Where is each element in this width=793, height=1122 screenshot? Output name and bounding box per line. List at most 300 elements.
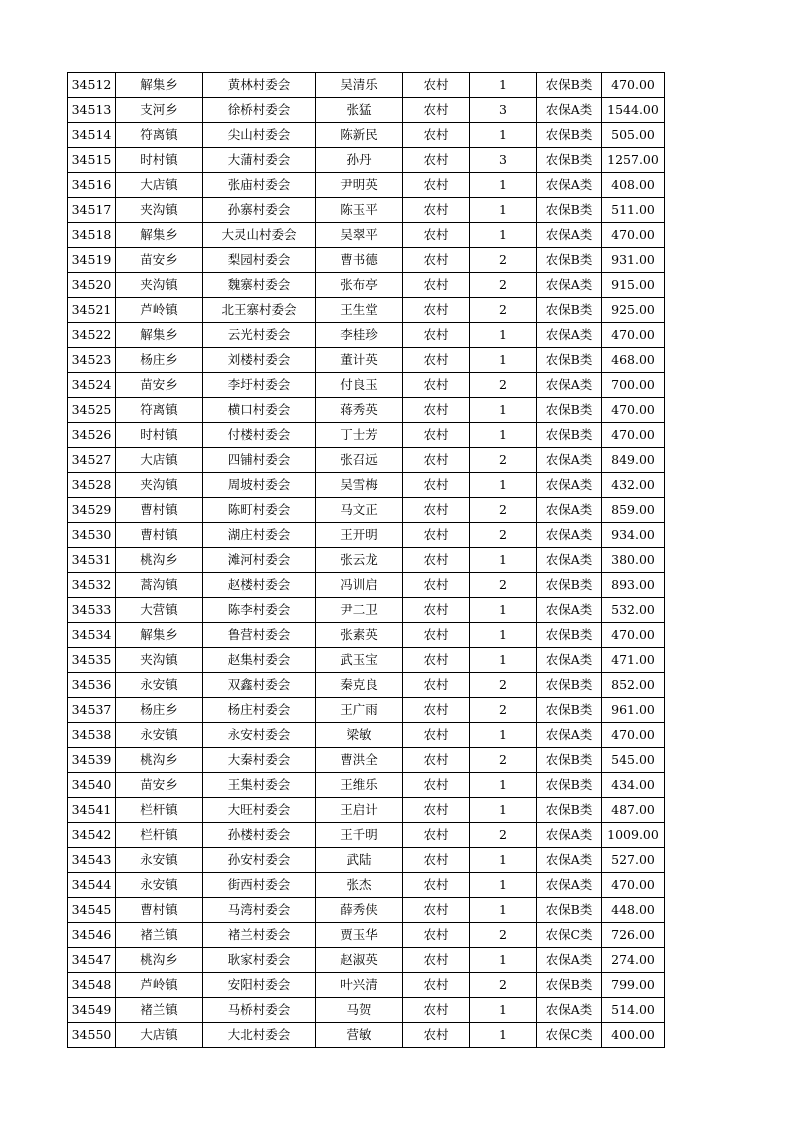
person-name-cell: 陈玉平 [316, 198, 403, 223]
village-committee-cell: 大旺村委会 [203, 798, 316, 823]
amount-cell: 471.00 [602, 648, 665, 673]
record-id-cell: 34535 [68, 648, 116, 673]
area-type-cell: 农村 [403, 648, 470, 673]
insurance-category-cell: 农保B类 [537, 248, 602, 273]
area-type-cell: 农村 [403, 548, 470, 573]
amount-cell: 1544.00 [602, 98, 665, 123]
record-id-cell: 34529 [68, 498, 116, 523]
township-cell: 桃沟乡 [116, 548, 203, 573]
household-count-cell: 1 [470, 773, 537, 798]
record-id-cell: 34527 [68, 448, 116, 473]
household-count-cell: 1 [470, 623, 537, 648]
insurance-category-cell: 农保B类 [537, 623, 602, 648]
household-count-cell: 1 [470, 873, 537, 898]
township-cell: 夹沟镇 [116, 648, 203, 673]
table-row [68, 748, 665, 773]
area-type-cell: 农村 [403, 248, 470, 273]
insurance-category-cell: 农保A类 [537, 448, 602, 473]
person-name-cell: 张云龙 [316, 548, 403, 573]
table-row [68, 148, 665, 173]
amount-cell: 726.00 [602, 923, 665, 948]
table-row [68, 573, 665, 598]
village-committee-cell: 李圩村委会 [203, 373, 316, 398]
person-name-cell: 张素英 [316, 623, 403, 648]
insurance-category-cell: 农保A类 [537, 273, 602, 298]
amount-cell: 380.00 [602, 548, 665, 573]
township-cell: 解集乡 [116, 223, 203, 248]
table-row [68, 673, 665, 698]
insurance-category-cell: 农保C类 [537, 923, 602, 948]
table-row [68, 373, 665, 398]
amount-cell: 468.00 [602, 348, 665, 373]
village-committee-cell: 横口村委会 [203, 398, 316, 423]
record-id-cell: 34525 [68, 398, 116, 423]
record-id-cell: 34548 [68, 973, 116, 998]
table-row [68, 273, 665, 298]
area-type-cell: 农村 [403, 948, 470, 973]
township-cell: 芦岭镇 [116, 973, 203, 998]
table-row [68, 298, 665, 323]
area-type-cell: 农村 [403, 473, 470, 498]
insurance-category-cell: 农保A类 [537, 823, 602, 848]
amount-cell: 432.00 [602, 473, 665, 498]
village-committee-cell: 北王寨村委会 [203, 298, 316, 323]
record-id-cell: 34537 [68, 698, 116, 723]
record-id-cell: 34524 [68, 373, 116, 398]
amount-cell: 532.00 [602, 598, 665, 623]
record-id-cell: 34514 [68, 123, 116, 148]
household-count-cell: 2 [470, 248, 537, 273]
area-type-cell: 农村 [403, 898, 470, 923]
table-body [68, 73, 665, 1048]
village-committee-cell: 付楼村委会 [203, 423, 316, 448]
person-name-cell: 丁士芳 [316, 423, 403, 448]
record-id-cell: 34542 [68, 823, 116, 848]
insurance-category-cell: 农保B类 [537, 798, 602, 823]
person-name-cell: 王启计 [316, 798, 403, 823]
person-name-cell: 李桂珍 [316, 323, 403, 348]
township-cell: 永安镇 [116, 723, 203, 748]
village-committee-cell: 刘楼村委会 [203, 348, 316, 373]
table-row [68, 248, 665, 273]
township-cell: 永安镇 [116, 673, 203, 698]
area-type-cell: 农村 [403, 698, 470, 723]
person-name-cell: 曹书德 [316, 248, 403, 273]
village-committee-cell: 马湾村委会 [203, 898, 316, 923]
record-id-cell: 34522 [68, 323, 116, 348]
village-committee-cell: 永安村委会 [203, 723, 316, 748]
insurance-category-cell: 农保A类 [537, 373, 602, 398]
record-id-cell: 34531 [68, 548, 116, 573]
record-id-cell: 34523 [68, 348, 116, 373]
table-row [68, 873, 665, 898]
township-cell: 大店镇 [116, 1023, 203, 1048]
person-name-cell: 王开明 [316, 523, 403, 548]
area-type-cell: 农村 [403, 798, 470, 823]
insurance-category-cell: 农保A类 [537, 173, 602, 198]
township-cell: 桃沟乡 [116, 748, 203, 773]
table-row [68, 923, 665, 948]
township-cell: 符离镇 [116, 398, 203, 423]
person-name-cell: 孙丹 [316, 148, 403, 173]
area-type-cell: 农村 [403, 673, 470, 698]
table-row [68, 523, 665, 548]
township-cell: 大店镇 [116, 448, 203, 473]
record-id-cell: 34533 [68, 598, 116, 623]
household-count-cell: 2 [470, 748, 537, 773]
insurance-category-cell: 农保A类 [537, 223, 602, 248]
village-committee-cell: 滩河村委会 [203, 548, 316, 573]
insurance-category-cell: 农保A类 [537, 723, 602, 748]
record-id-cell: 34546 [68, 923, 116, 948]
area-type-cell: 农村 [403, 848, 470, 873]
area-type-cell: 农村 [403, 623, 470, 648]
person-name-cell: 梁敏 [316, 723, 403, 748]
area-type-cell: 农村 [403, 423, 470, 448]
amount-cell: 448.00 [602, 898, 665, 923]
amount-cell: 400.00 [602, 1023, 665, 1048]
household-count-cell: 1 [470, 898, 537, 923]
record-id-cell: 34513 [68, 98, 116, 123]
table-row [68, 823, 665, 848]
record-id-cell: 34515 [68, 148, 116, 173]
household-count-cell: 1 [470, 323, 537, 348]
person-name-cell: 王千明 [316, 823, 403, 848]
records-table [67, 72, 665, 1048]
record-id-cell: 34517 [68, 198, 116, 223]
record-id-cell: 34521 [68, 298, 116, 323]
record-id-cell: 34519 [68, 248, 116, 273]
insurance-category-cell: 农保B类 [537, 73, 602, 98]
household-count-cell: 3 [470, 98, 537, 123]
household-count-cell: 1 [470, 348, 537, 373]
person-name-cell: 冯训启 [316, 573, 403, 598]
insurance-category-cell: 农保A类 [537, 498, 602, 523]
area-type-cell: 农村 [403, 923, 470, 948]
person-name-cell: 张布亭 [316, 273, 403, 298]
area-type-cell: 农村 [403, 573, 470, 598]
household-count-cell: 2 [470, 823, 537, 848]
amount-cell: 470.00 [602, 323, 665, 348]
amount-cell: 470.00 [602, 398, 665, 423]
record-id-cell: 34534 [68, 623, 116, 648]
area-type-cell: 农村 [403, 723, 470, 748]
household-count-cell: 2 [470, 448, 537, 473]
area-type-cell: 农村 [403, 973, 470, 998]
amount-cell: 470.00 [602, 73, 665, 98]
record-id-cell: 34532 [68, 573, 116, 598]
record-id-cell: 34536 [68, 673, 116, 698]
record-id-cell: 34526 [68, 423, 116, 448]
table-row [68, 498, 665, 523]
household-count-cell: 1 [470, 1023, 537, 1048]
table-row [68, 473, 665, 498]
township-cell: 芦岭镇 [116, 298, 203, 323]
insurance-category-cell: 农保B类 [537, 573, 602, 598]
village-committee-cell: 大秦村委会 [203, 748, 316, 773]
table-row [68, 398, 665, 423]
person-name-cell: 张猛 [316, 98, 403, 123]
household-count-cell: 3 [470, 148, 537, 173]
record-id-cell: 34538 [68, 723, 116, 748]
township-cell: 时村镇 [116, 423, 203, 448]
record-id-cell: 34543 [68, 848, 116, 873]
insurance-category-cell: 农保B类 [537, 148, 602, 173]
area-type-cell: 农村 [403, 198, 470, 223]
person-name-cell: 武陆 [316, 848, 403, 873]
village-committee-cell: 孙楼村委会 [203, 823, 316, 848]
table-row [68, 173, 665, 198]
amount-cell: 931.00 [602, 248, 665, 273]
village-committee-cell: 耿家村委会 [203, 948, 316, 973]
village-committee-cell: 湖庄村委会 [203, 523, 316, 548]
village-committee-cell: 王集村委会 [203, 773, 316, 798]
household-count-cell: 2 [470, 498, 537, 523]
amount-cell: 514.00 [602, 998, 665, 1023]
insurance-category-cell: 农保A类 [537, 873, 602, 898]
record-id-cell: 34541 [68, 798, 116, 823]
area-type-cell: 农村 [403, 823, 470, 848]
person-name-cell: 曹洪全 [316, 748, 403, 773]
person-name-cell: 赵淑英 [316, 948, 403, 973]
household-count-cell: 1 [470, 398, 537, 423]
household-count-cell: 1 [470, 173, 537, 198]
township-cell: 夹沟镇 [116, 198, 203, 223]
insurance-category-cell: 农保A类 [537, 648, 602, 673]
township-cell: 大店镇 [116, 173, 203, 198]
area-type-cell: 农村 [403, 1023, 470, 1048]
amount-cell: 408.00 [602, 173, 665, 198]
household-count-cell: 2 [470, 523, 537, 548]
area-type-cell: 农村 [403, 148, 470, 173]
person-name-cell: 武玉宝 [316, 648, 403, 673]
person-name-cell: 董计英 [316, 348, 403, 373]
person-name-cell: 王维乐 [316, 773, 403, 798]
area-type-cell: 农村 [403, 748, 470, 773]
insurance-category-cell: 农保A类 [537, 998, 602, 1023]
amount-cell: 470.00 [602, 223, 665, 248]
area-type-cell: 农村 [403, 223, 470, 248]
township-cell: 夹沟镇 [116, 273, 203, 298]
area-type-cell: 农村 [403, 448, 470, 473]
insurance-category-cell: 农保B类 [537, 973, 602, 998]
amount-cell: 1009.00 [602, 823, 665, 848]
record-id-cell: 34547 [68, 948, 116, 973]
person-name-cell: 王广雨 [316, 698, 403, 723]
village-committee-cell: 魏寨村委会 [203, 273, 316, 298]
amount-cell: 961.00 [602, 698, 665, 723]
person-name-cell: 王生堂 [316, 298, 403, 323]
person-name-cell: 马文正 [316, 498, 403, 523]
household-count-cell: 1 [470, 198, 537, 223]
insurance-category-cell: 农保A类 [537, 523, 602, 548]
township-cell: 曹村镇 [116, 498, 203, 523]
amount-cell: 470.00 [602, 423, 665, 448]
township-cell: 曹村镇 [116, 523, 203, 548]
amount-cell: 852.00 [602, 673, 665, 698]
household-count-cell: 1 [470, 598, 537, 623]
amount-cell: 470.00 [602, 723, 665, 748]
household-count-cell: 2 [470, 923, 537, 948]
township-cell: 苗安乡 [116, 773, 203, 798]
table-row [68, 848, 665, 873]
village-committee-cell: 杨庄村委会 [203, 698, 316, 723]
household-count-cell: 1 [470, 423, 537, 448]
household-count-cell: 1 [470, 723, 537, 748]
insurance-category-cell: 农保B类 [537, 773, 602, 798]
table-row [68, 123, 665, 148]
township-cell: 褚兰镇 [116, 998, 203, 1023]
household-count-cell: 2 [470, 973, 537, 998]
person-name-cell: 薛秀侠 [316, 898, 403, 923]
amount-cell: 799.00 [602, 973, 665, 998]
insurance-category-cell: 农保C类 [537, 1023, 602, 1048]
record-id-cell: 34540 [68, 773, 116, 798]
area-type-cell: 农村 [403, 98, 470, 123]
table-row [68, 648, 665, 673]
record-id-cell: 34544 [68, 873, 116, 898]
township-cell: 大营镇 [116, 598, 203, 623]
household-count-cell: 1 [470, 948, 537, 973]
record-id-cell: 34545 [68, 898, 116, 923]
person-name-cell: 蒋秀英 [316, 398, 403, 423]
person-name-cell: 付良玉 [316, 373, 403, 398]
village-committee-cell: 赵集村委会 [203, 648, 316, 673]
record-id-cell: 34530 [68, 523, 116, 548]
person-name-cell: 陈新民 [316, 123, 403, 148]
table-row [68, 798, 665, 823]
household-count-cell: 1 [470, 73, 537, 98]
table-row [68, 423, 665, 448]
township-cell: 桃沟乡 [116, 948, 203, 973]
insurance-category-cell: 农保B类 [537, 898, 602, 923]
village-committee-cell: 张庙村委会 [203, 173, 316, 198]
insurance-category-cell: 农保B类 [537, 198, 602, 223]
township-cell: 永安镇 [116, 873, 203, 898]
area-type-cell: 农村 [403, 498, 470, 523]
village-committee-cell: 陈李村委会 [203, 598, 316, 623]
insurance-category-cell: 农保A类 [537, 473, 602, 498]
amount-cell: 470.00 [602, 873, 665, 898]
amount-cell: 274.00 [602, 948, 665, 973]
township-cell: 永安镇 [116, 848, 203, 873]
person-name-cell: 吴清乐 [316, 73, 403, 98]
township-cell: 栏杆镇 [116, 798, 203, 823]
village-committee-cell: 云光村委会 [203, 323, 316, 348]
insurance-category-cell: 农保A类 [537, 598, 602, 623]
village-committee-cell: 孙安村委会 [203, 848, 316, 873]
household-count-cell: 1 [470, 848, 537, 873]
person-name-cell: 贾玉华 [316, 923, 403, 948]
table-row [68, 773, 665, 798]
amount-cell: 700.00 [602, 373, 665, 398]
household-count-cell: 2 [470, 673, 537, 698]
record-id-cell: 34549 [68, 998, 116, 1023]
person-name-cell: 秦克良 [316, 673, 403, 698]
table-row [68, 723, 665, 748]
table-row [68, 448, 665, 473]
amount-cell: 859.00 [602, 498, 665, 523]
table-row [68, 898, 665, 923]
area-type-cell: 农村 [403, 373, 470, 398]
village-committee-cell: 大蒲村委会 [203, 148, 316, 173]
amount-cell: 545.00 [602, 748, 665, 773]
household-count-cell: 1 [470, 798, 537, 823]
village-committee-cell: 双鑫村委会 [203, 673, 316, 698]
village-committee-cell: 周坡村委会 [203, 473, 316, 498]
township-cell: 符离镇 [116, 123, 203, 148]
area-type-cell: 农村 [403, 398, 470, 423]
insurance-category-cell: 农保B类 [537, 748, 602, 773]
amount-cell: 505.00 [602, 123, 665, 148]
insurance-category-cell: 农保B类 [537, 348, 602, 373]
insurance-category-cell: 农保B类 [537, 423, 602, 448]
township-cell: 杨庄乡 [116, 698, 203, 723]
insurance-category-cell: 农保B类 [537, 298, 602, 323]
village-committee-cell: 赵楼村委会 [203, 573, 316, 598]
village-committee-cell: 马桥村委会 [203, 998, 316, 1023]
township-cell: 褚兰镇 [116, 923, 203, 948]
household-count-cell: 2 [470, 573, 537, 598]
person-name-cell: 尹明英 [316, 173, 403, 198]
amount-cell: 470.00 [602, 623, 665, 648]
amount-cell: 434.00 [602, 773, 665, 798]
insurance-category-cell: 农保A类 [537, 98, 602, 123]
area-type-cell: 农村 [403, 323, 470, 348]
record-id-cell: 34516 [68, 173, 116, 198]
table-row [68, 998, 665, 1023]
township-cell: 解集乡 [116, 73, 203, 98]
area-type-cell: 农村 [403, 348, 470, 373]
area-type-cell: 农村 [403, 873, 470, 898]
area-type-cell: 农村 [403, 123, 470, 148]
insurance-category-cell: 农保B类 [537, 698, 602, 723]
table-row [68, 323, 665, 348]
household-count-cell: 2 [470, 273, 537, 298]
village-committee-cell: 尖山村委会 [203, 123, 316, 148]
table-row [68, 98, 665, 123]
insurance-category-cell: 农保A类 [537, 848, 602, 873]
person-name-cell: 营敏 [316, 1023, 403, 1048]
household-count-cell: 1 [470, 998, 537, 1023]
amount-cell: 511.00 [602, 198, 665, 223]
village-committee-cell: 梨园村委会 [203, 248, 316, 273]
table-row [68, 623, 665, 648]
village-committee-cell: 褚兰村委会 [203, 923, 316, 948]
village-committee-cell: 徐桥村委会 [203, 98, 316, 123]
township-cell: 栏杆镇 [116, 823, 203, 848]
village-committee-cell: 鲁营村委会 [203, 623, 316, 648]
township-cell: 杨庄乡 [116, 348, 203, 373]
area-type-cell: 农村 [403, 598, 470, 623]
table-row [68, 698, 665, 723]
table-row [68, 1023, 665, 1048]
record-id-cell: 34512 [68, 73, 116, 98]
village-committee-cell: 街西村委会 [203, 873, 316, 898]
area-type-cell: 农村 [403, 173, 470, 198]
township-cell: 蒿沟镇 [116, 573, 203, 598]
household-count-cell: 1 [470, 223, 537, 248]
township-cell: 时村镇 [116, 148, 203, 173]
amount-cell: 527.00 [602, 848, 665, 873]
table-row [68, 548, 665, 573]
township-cell: 曹村镇 [116, 898, 203, 923]
amount-cell: 487.00 [602, 798, 665, 823]
township-cell: 解集乡 [116, 623, 203, 648]
insurance-category-cell: 农保A类 [537, 548, 602, 573]
township-cell: 支河乡 [116, 98, 203, 123]
village-committee-cell: 四铺村委会 [203, 448, 316, 473]
